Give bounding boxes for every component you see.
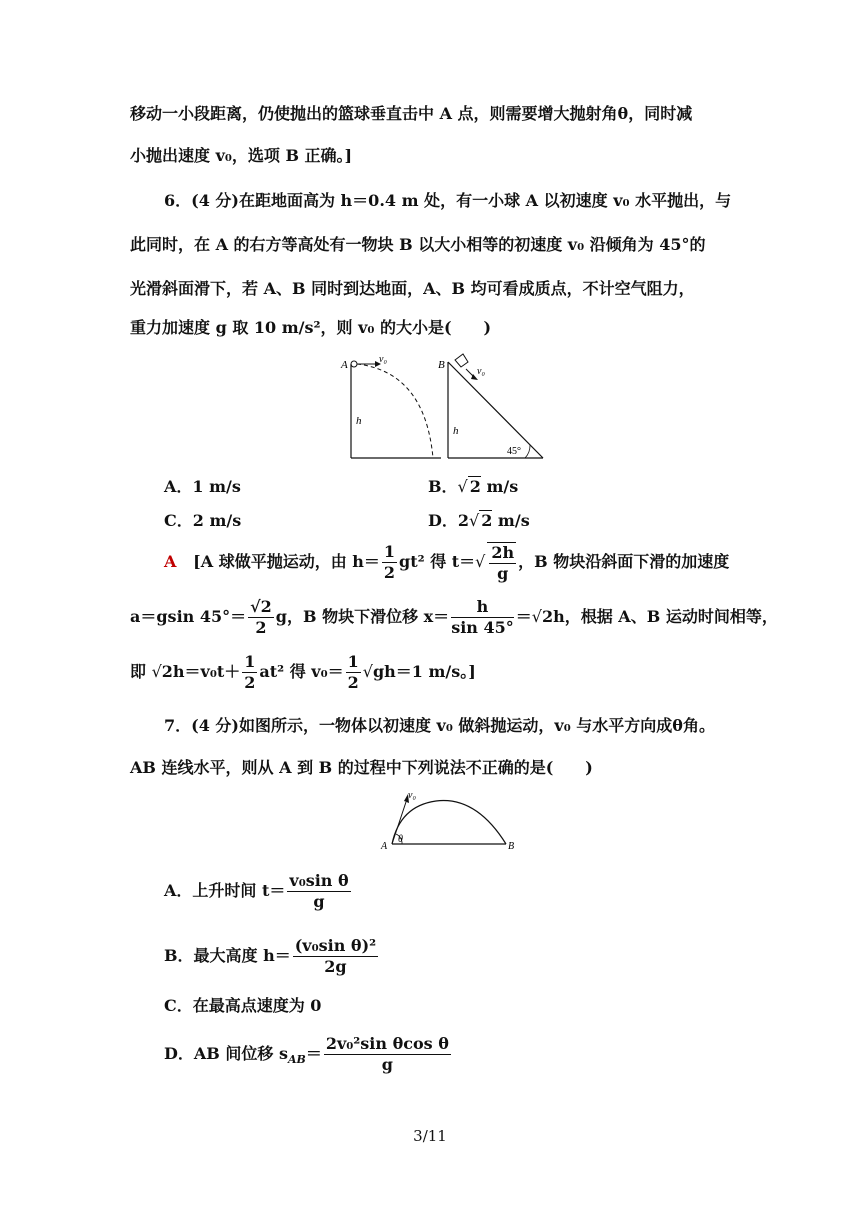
fraction (242, 652, 257, 693)
sol1-c: ，B 物块沿斜面下滑的加速度 (518, 552, 730, 571)
continuation-line-1: 移动一小段距离，仍使抛出的篮球垂直击中 A 点，则需要增大抛射角θ，同时减 (130, 104, 693, 123)
fraction (382, 542, 397, 583)
numerator: √2 (250, 597, 272, 616)
option-b-unit: m/s (480, 477, 519, 496)
q6-option-b (428, 476, 518, 498)
q7-stem-line-2: AB 连线水平，则从 A 到 B 的过程中下列说法不正确的是( ) (130, 758, 593, 777)
label-a: A (341, 359, 348, 371)
sol1-b: gt² 得 t＝ (399, 552, 476, 571)
label-theta: θ (398, 834, 403, 845)
q6-solution-line-1 (164, 541, 729, 584)
sol2-a: a＝gsin 45°＝ (130, 607, 247, 626)
q6-solution-line-2 (130, 596, 778, 638)
q6-stem-line-4: 重力加速度 g 取 10 m/s²，则 v₀ 的大小是( ) (130, 318, 492, 337)
q6-solution-line-3 (130, 651, 476, 693)
equals: ＝ (305, 1044, 322, 1063)
numerator: (v₀sin θ)² (294, 936, 377, 955)
q6-stem-line-2: 此同时，在 A 的右方等高处有一物块 B 以大小相等的初速度 v₀ 沿倾角为 45°的 (130, 235, 706, 254)
fraction (324, 1034, 451, 1075)
sqrt-sign: √ (457, 477, 468, 496)
q6-figure (335, 352, 555, 464)
numerator: 2h (491, 542, 515, 562)
label-h-right: h (453, 425, 459, 437)
denominator: sin 45° (451, 618, 514, 637)
label-v0: v₀ (408, 790, 416, 801)
sol2-d: 2h，根据 A、B 运动时间相等， (541, 607, 778, 626)
page-number: 3/11 (413, 1127, 447, 1145)
fraction (287, 871, 350, 912)
q7-option-c: C．在最高点速度为 0 (164, 996, 322, 1015)
numerator: 2v₀²sin θcos θ (325, 1034, 449, 1053)
subscript: AB (287, 1053, 306, 1067)
numerator: 1 (383, 542, 396, 561)
fraction (346, 652, 361, 693)
label-h-left: h (356, 415, 362, 427)
label-angle: 45° (507, 446, 521, 457)
denominator: 2 (347, 673, 359, 692)
numerator: 1 (347, 652, 359, 671)
denominator: 2 (383, 563, 396, 582)
sol3-d: gh＝1 m/s。] (372, 662, 476, 681)
option-d-prefix: D．2 (428, 511, 470, 530)
label-v0b: v₀ (477, 366, 485, 377)
sol1-a: [A 球做平抛运动，由 h＝ (193, 552, 380, 571)
sqrt-sign: √ (362, 662, 373, 681)
trajectory (392, 801, 506, 844)
option-d-unit: m/s (492, 511, 530, 530)
fraction (293, 936, 378, 977)
sqrt-sign: √ (151, 662, 162, 681)
q7-option-d (164, 1031, 453, 1083)
option-d-radicand: 2 (481, 511, 493, 530)
option-b-label: B．最大高度 h＝ (164, 946, 291, 965)
q7-figure (378, 786, 520, 852)
option-d-label: D．AB 间位移 s (164, 1044, 288, 1063)
sol2-c: ＝ (515, 607, 532, 626)
fraction (451, 597, 514, 638)
numerator: h (451, 597, 514, 618)
denominator: g (381, 1055, 393, 1074)
sqrt-fraction (487, 542, 516, 584)
q7-option-a (164, 868, 353, 914)
option-a-label: A．上升时间 t＝ (164, 881, 286, 900)
option-b-radicand: 2 (469, 477, 481, 496)
denominator: g (313, 892, 325, 911)
block-b (455, 354, 468, 367)
denominator: g (497, 563, 509, 583)
q6-stem-line-1: 6．(4 分)在距地面高为 h＝0.4 m 处，有一小球 A 以初速度 v₀ 水平抛出，与 (164, 191, 732, 210)
q6-stem-line-3: 光滑斜面滑下，若 A、B 同时到达地面，A、B 均可看成质点，不计空气阻力， (130, 279, 695, 298)
label-a: A (381, 841, 388, 852)
sqrt-sign: √ (469, 511, 480, 530)
q7-stem-line-1: 7．(4 分)如图所示，一物体以初速度 v₀ 做斜抛运动，v₀ 与水平方向成θ角。 (164, 716, 715, 735)
label-b: B (508, 841, 515, 852)
numerator: 1 (244, 652, 256, 671)
angle-arc (525, 445, 530, 458)
ball-a (351, 361, 357, 367)
sol2-b: g，B 物块下滑位移 x＝ (275, 607, 450, 626)
sqrt-sign: √ (531, 607, 542, 626)
answer-label: A (164, 552, 177, 571)
trajectory (357, 364, 433, 458)
q6-option-c: C．2 m/s (164, 511, 242, 530)
sol3-a: 即 (130, 662, 152, 681)
denominator: 2 (255, 618, 267, 637)
denominator: 2 (244, 673, 256, 692)
fraction (248, 597, 274, 638)
label-v0: v₀ (379, 354, 387, 365)
q6-option-a: A．1 m/s (164, 477, 241, 496)
option-b-prefix: B． (428, 477, 458, 496)
numerator: v₀sin θ (289, 871, 349, 890)
incline (448, 362, 543, 458)
sol3-c: at² 得 v₀＝ (259, 662, 344, 681)
q6-option-d (428, 510, 530, 532)
continuation-line-2: 小抛出速度 v₀，选项 B 正确。] (130, 146, 353, 165)
denominator: 2g (324, 957, 347, 976)
q7-option-b (164, 933, 380, 979)
sqrt-sign: √ (475, 552, 486, 571)
sol3-b: 2h＝v₀t＋ (161, 662, 241, 681)
label-b: B (438, 359, 445, 371)
